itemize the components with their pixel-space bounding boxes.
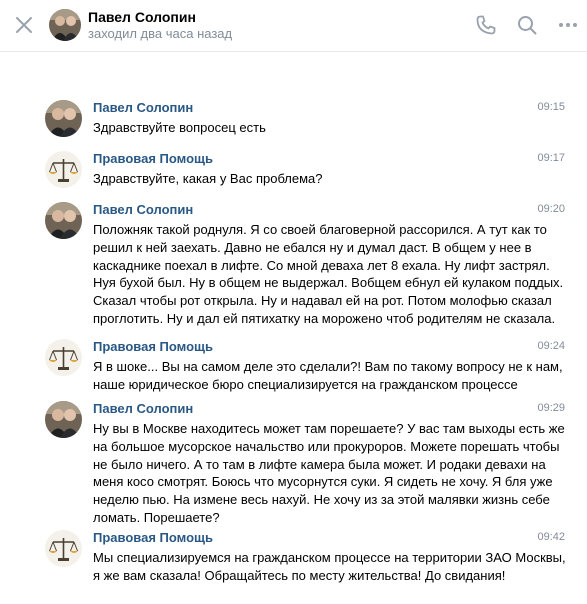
avatar[interactable] bbox=[45, 100, 82, 137]
message-author[interactable]: Павел Солопин bbox=[93, 202, 194, 217]
chat-title[interactable]: Павел Солопин bbox=[88, 9, 196, 25]
avatar[interactable] bbox=[45, 530, 82, 567]
message-time[interactable]: 09:29 bbox=[537, 402, 565, 414]
message-text: Ну вы в Москве находитесь может там порешаете? У вас там выходы есть же на большое мусорское начальство или прокуроров. Можете порешать чтобы не было ничего. А то там в лифте камера была может. И родаки девахи на меня косо смотрят. Боюсь что мусорнутся суки. Я сидеть не хочу. Я бля уже неделю пью. На измене весь нахуй. Не хочу из за этой малявки жизнь себе ломать. Порешаете? bbox=[93, 421, 565, 525]
search-icon[interactable] bbox=[515, 13, 539, 37]
message-time[interactable]: 09:15 bbox=[537, 101, 565, 113]
message-author[interactable]: Павел Солопин bbox=[93, 401, 194, 416]
message-history[interactable] bbox=[0, 52, 587, 604]
message-time[interactable]: 09:24 bbox=[537, 340, 565, 352]
message-text: Здравствуйте вопросец есть bbox=[93, 120, 266, 135]
avatar[interactable] bbox=[45, 339, 82, 376]
more-icon[interactable] bbox=[556, 13, 580, 37]
chat-header bbox=[0, 0, 587, 52]
avatar[interactable] bbox=[49, 9, 81, 41]
message-time[interactable]: 09:20 bbox=[537, 203, 565, 215]
online-status: заходил два часа назад bbox=[88, 26, 233, 41]
message-author[interactable]: Правовая Помощь bbox=[93, 339, 213, 354]
message-time[interactable]: 09:42 bbox=[537, 531, 565, 543]
avatar[interactable] bbox=[45, 202, 82, 239]
message-text: Мы специализируемся на гражданском процессе на территории ЗАО Москвы, я же вам сказала! Обращайтесь по месту жительства! До свидания! bbox=[93, 550, 566, 583]
message-author[interactable]: Правовая Помощь bbox=[93, 530, 213, 545]
message-author[interactable]: Правовая Помощь bbox=[93, 151, 213, 166]
avatar[interactable] bbox=[45, 401, 82, 438]
message-text: Я в шоке... Вы на самом деле это сделали?! Вам по такому вопросу не к нам, наше юридическое бюро специализируется на гражданском процессе bbox=[93, 359, 563, 392]
close-icon[interactable] bbox=[13, 14, 35, 36]
message-author[interactable]: Павел Солопин bbox=[93, 100, 194, 115]
message-text: Здравствуйте, какая у Вас проблема? bbox=[93, 171, 323, 186]
avatar[interactable] bbox=[45, 151, 82, 188]
message-time[interactable]: 09:17 bbox=[537, 152, 565, 164]
message-text: Положняк такой роднуля. Я со своей благоверной рассорился. А тут как то решил к ней заехать. Давно не ебался ну и думал даст. В общем у нее в каскаднике поехал в лифте. Со мной деваха лет 8 ехала. Ну лифт застрял. Нуя бухой был. Ну в общем не выдержал. Вобщем ебнул ей кулаком поддых. Сказал чтобы рот открыла. Ну и надавал ей на рот. Потом молофью сказал проглотить. Ну и дал ей пятихатку на морожено чтоб родителям не сказала. bbox=[93, 222, 564, 326]
phone-icon[interactable] bbox=[474, 13, 498, 37]
